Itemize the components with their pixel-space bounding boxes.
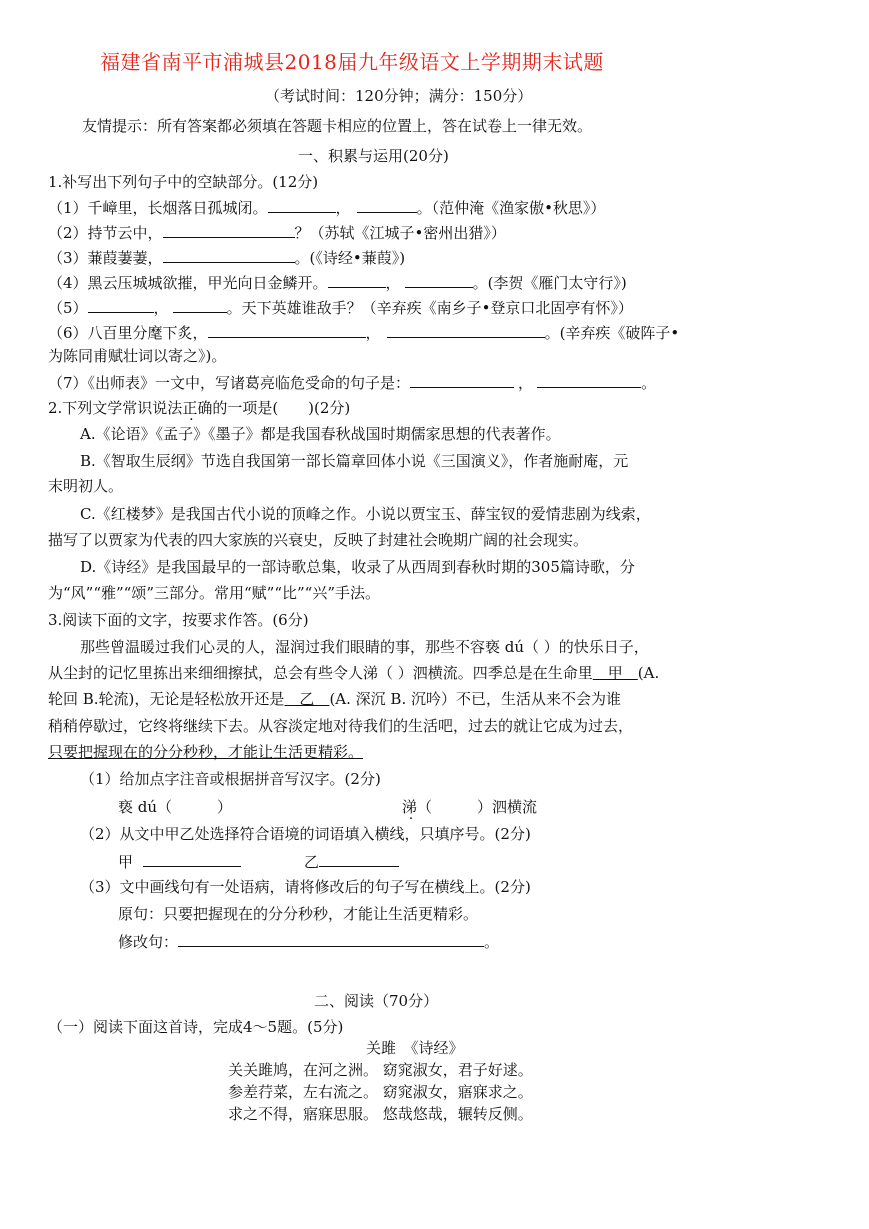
q1-6-text: （6）八百里分麾下炙， — [48, 324, 208, 342]
q3-sub-1-a: 亵 dú（ ） — [118, 798, 233, 816]
emphasis-dot-char: 正 — [182, 399, 198, 417]
q2-option-b-cont: 末明初人。 — [48, 477, 124, 495]
q1-4-text: （4）黑云压城城欲摧，甲光向日金鳞开。 — [48, 274, 328, 292]
page-title: 福建省南平市浦城县2018届九年级语文上学期期末试题 — [100, 50, 604, 74]
q1-line-6 — [48, 322, 679, 343]
answer-blank[interactable] — [88, 297, 154, 313]
answer-blank[interactable] — [319, 851, 399, 867]
q1-line-2 — [48, 222, 506, 243]
q1-5-sep: ， — [153, 299, 169, 317]
q3-passage-2 — [48, 663, 659, 683]
q3-sub-2-answers — [118, 851, 399, 872]
q3-sub-1-b — [402, 797, 537, 817]
q1-4-sep: ， — [385, 274, 401, 292]
q1-6-source: 。(辛弃疾《破阵子• — [544, 324, 680, 342]
reading-part-1: （一）阅读下面这首诗，完成4～5题。(5分) — [48, 1018, 344, 1036]
poem-line: 关关雎鸠，在河之洲。 窈窕淑女，君子好逑。 — [228, 1061, 533, 1079]
q1-line-6-cont: 为陈同甫赋壮词以寄之》)。 — [48, 347, 227, 365]
label-jia: 甲 — [118, 853, 134, 871]
q3-passage-2-end: (A. — [637, 664, 660, 682]
q1-stem: 1.补写出下列句子中的空缺部分。(12分) — [48, 173, 319, 191]
q1-7-end: 。 — [641, 374, 657, 392]
q1-line-1 — [48, 197, 605, 218]
q2-option-d-cont: 为“风”“雅”“颂”三部分。常用“赋”“比”“兴”手法。 — [48, 584, 381, 602]
q3-sub-1-b-rest: （ ）泗横流 — [417, 798, 538, 816]
q1-3-text: （3）蒹葭萋萋， — [48, 249, 163, 267]
section-heading-2: 二、阅读（70分） — [314, 992, 439, 1010]
q2-stem-a: 2.下列文学常识说法 — [48, 399, 183, 417]
q1-1-source: 。（范仲淹《渔家傲•秋思》） — [416, 199, 606, 217]
q3-stem: 3.阅读下面的文字，按要求作答。(6分) — [48, 611, 309, 629]
q1-2-text: （2）持节云中， — [48, 224, 163, 242]
answer-blank[interactable] — [537, 372, 641, 388]
answer-blank[interactable] — [357, 197, 417, 213]
q3-sub-3: （3）文中画线句有一处语病，请将修改后的句子写在横线上。(2分) — [80, 878, 531, 896]
answer-blank[interactable] — [268, 197, 336, 213]
q1-4-source: 。(李贺《雁门太守行》) — [472, 274, 627, 292]
q2-option-c-cont: 描写了以贾家为代表的四大家族的兴衰史，反映了封建社会晚期广阔的社会现实。 — [48, 531, 589, 549]
q3-passage-4: 稍稍停歇过，它终将继续下去。从容淡定地对待我们的生活吧，过去的就让它成为过去， — [48, 717, 634, 735]
q2-stem-b: 确的一项是( )(2分) — [197, 399, 351, 417]
answer-blank[interactable] — [143, 851, 241, 867]
q3-sub-1: （1）给加点字注音或根据拼音写汉字。(2分) — [80, 770, 381, 788]
q3-passage-underlined: 只要把握现在的分分秒秒，才能让生活更精彩。 — [48, 743, 364, 761]
q1-line-7 — [48, 372, 656, 393]
answer-blank[interactable] — [208, 322, 366, 338]
poem-line: 求之不得，寤寐思服。 悠哉悠哉，辗转反侧。 — [228, 1105, 533, 1123]
answer-blank[interactable] — [173, 297, 227, 313]
q3-sub-3-fix — [118, 931, 499, 952]
q1-5-num: （5） — [48, 299, 88, 317]
section-heading-1: 一、积累与运用(20分) — [298, 147, 449, 165]
q1-1-sep: ， — [335, 199, 351, 217]
label-yi: 乙 — [304, 853, 320, 871]
answer-blank[interactable] — [387, 322, 545, 338]
q3-passage-3-a: 轮回 B.轮流)，无论是轻松放开还是 — [48, 690, 285, 708]
exam-info: （考试时间：120分钟；满分：150分） — [265, 87, 533, 105]
poem-title: 关雎 《诗经》 — [366, 1039, 464, 1057]
q3-sub-2: （2）从文中甲乙处选择符合语境的词语填入横线，只填序号。(2分) — [80, 825, 531, 843]
q1-7-sep: ， — [518, 374, 534, 392]
tip: 友情提示：所有答案都必须填在答题卡相应的位置上，答在试卷上一律无效。 — [82, 117, 593, 135]
q1-7-text: （7）《出师表》一文中，写诸葛亮临危受命的句子是： — [48, 374, 411, 392]
answer-blank[interactable] — [410, 372, 514, 388]
answer-blank[interactable] — [163, 247, 295, 263]
fix-end: 。 — [484, 933, 500, 951]
blank-jia: 甲 — [592, 664, 638, 682]
q1-line-4 — [48, 272, 627, 293]
q1-line-3 — [48, 247, 405, 268]
label-fix: 修改句： — [118, 933, 179, 951]
q2-option-d: D.《诗经》是我国最早的一部诗歌总集，收录了从西周到春秋时期的305篇诗歌，分 — [80, 558, 635, 576]
q2-option-a: A.《论语》《孟子》《墨子》都是我国春秋战国时期儒家思想的代表著作。 — [80, 425, 561, 443]
answer-blank[interactable] — [178, 931, 484, 947]
q1-line-5 — [48, 297, 633, 318]
q2-option-b: B.《智取生辰纲》节选自我国第一部长篇章回体小说《三国演义》，作者施耐庵，元 — [80, 452, 629, 470]
q2-option-c: C.《红楼梦》是我国古代小说的顶峰之作。小说以贾宝玉、薛宝钗的爱情悲剧为线索， — [80, 505, 651, 523]
q1-1-text: （1）千嶂里，长烟落日孤城闭。 — [48, 199, 268, 217]
q1-3-source: 。(《诗经•蒹葭》) — [294, 249, 406, 267]
q3-sub-3-original: 原句：只要把握现在的分分秒秒，才能让生活更精彩。 — [118, 905, 479, 923]
q1-5-source: 。天下英雄谁敌手？（辛弃疾《南乡子•登京口北固亭有怀》） — [226, 299, 633, 317]
q3-passage-3-b: (A. 深沉 B. 沉吟）不已，生活从来不会为谁 — [329, 690, 621, 708]
q3-passage-2-text: 从尘封的记忆里拣出来细细擦拭，总会有些令人涕（ ）泗横流。四季总是在生命里 — [48, 664, 593, 682]
answer-blank[interactable] — [405, 272, 473, 288]
q1-2-source: ？（苏轼《江城子•密州出猎》） — [294, 224, 506, 242]
blank-yi: 乙 — [284, 690, 330, 708]
answer-blank[interactable] — [163, 222, 295, 238]
answer-blank[interactable] — [328, 272, 386, 288]
q3-passage-3 — [48, 689, 621, 709]
emphasis-dot-char: 涕 — [402, 798, 418, 816]
q2-stem — [48, 398, 350, 418]
poem-line: 参差荇菜，左右流之。 窈窕淑女，寤寐求之。 — [228, 1083, 533, 1101]
q1-6-sep: ， — [365, 324, 381, 342]
q3-passage-1: 那些曾温暖过我们心灵的人，湿润过我们眼睛的事，那些不容亵 dú（ ）的快乐日子， — [80, 638, 649, 656]
